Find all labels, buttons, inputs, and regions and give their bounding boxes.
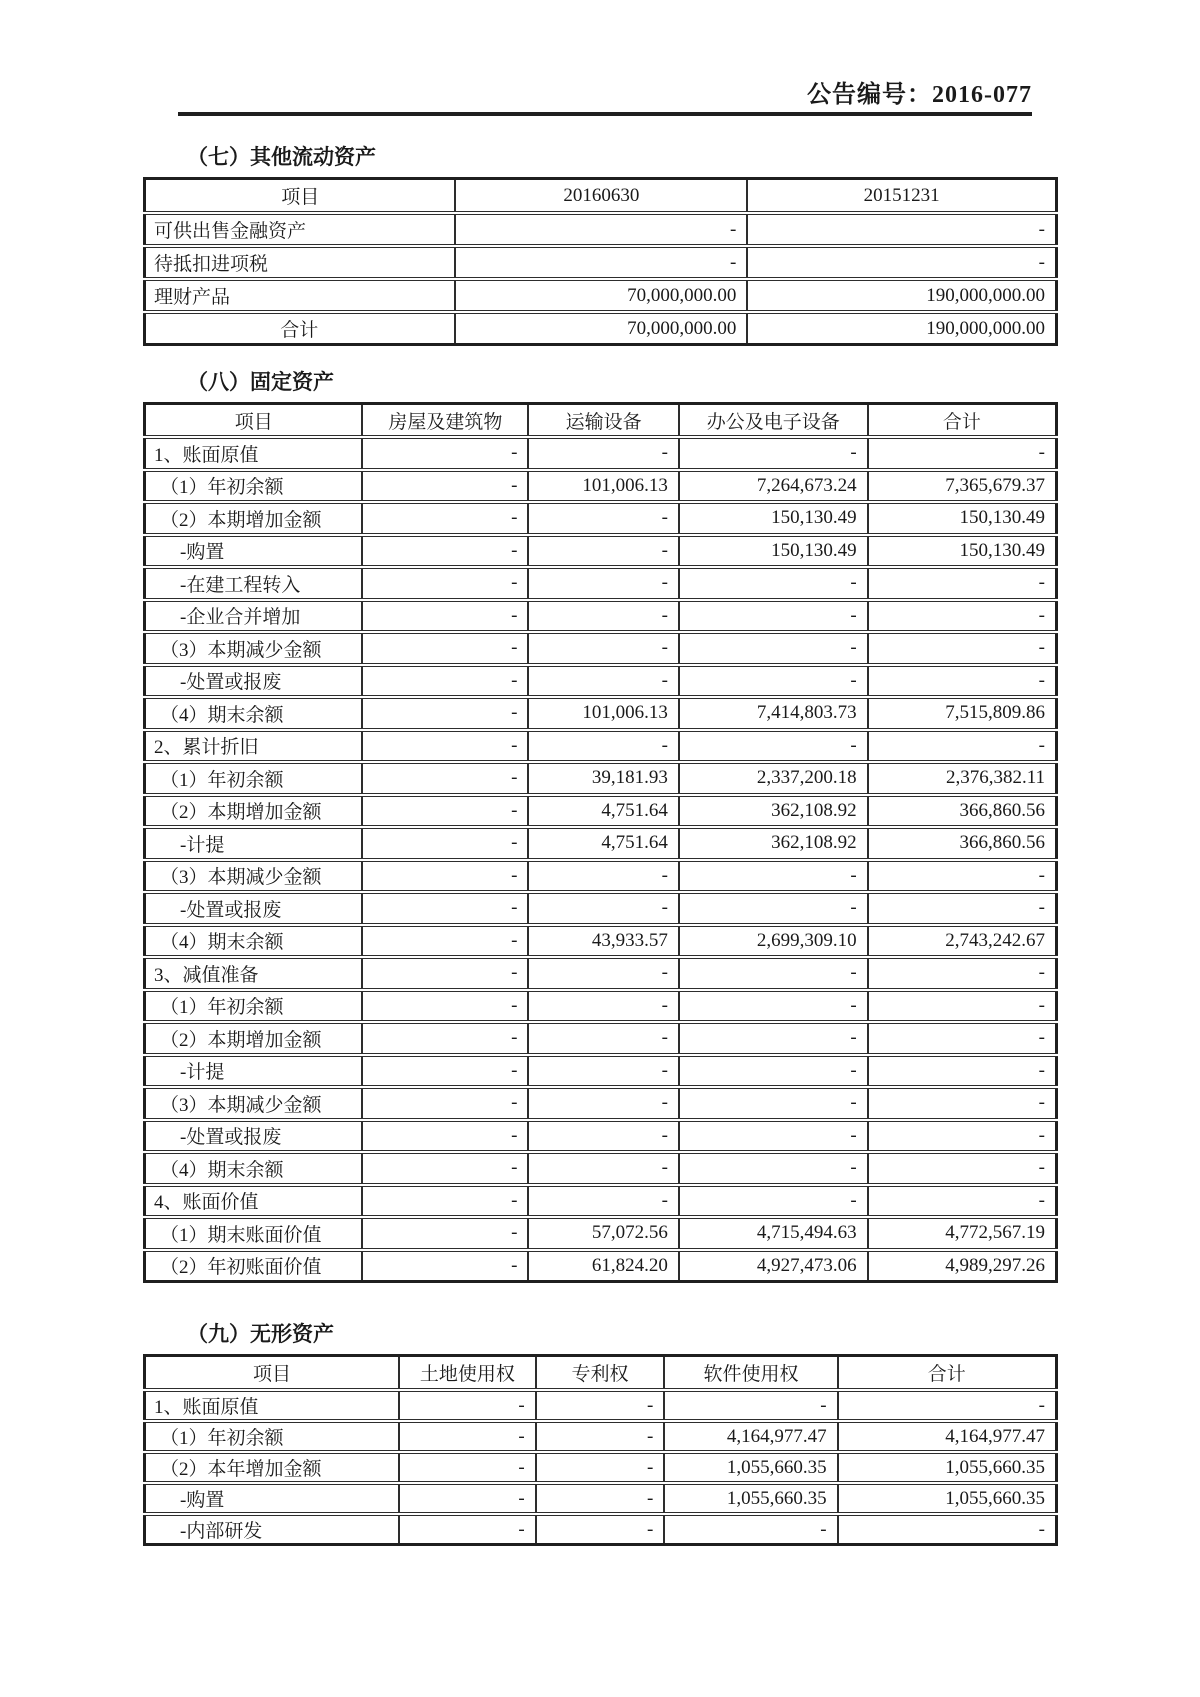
section-heading-fixed-assets: （八）固定资产: [187, 370, 334, 394]
value-cell: -: [679, 665, 868, 698]
value-cell: 4,751.64: [528, 795, 678, 828]
row-label-cell: （1）年初余额: [145, 470, 363, 503]
row-label-cell: -计提: [145, 1055, 363, 1088]
row-label-cell: 合计: [145, 312, 456, 345]
table-row: [145, 697, 1057, 730]
value-cell: 57,072.56: [528, 1217, 678, 1250]
intangible-assets-table: [143, 1354, 1058, 1546]
row-label-cell: （3）本期减少金额: [145, 632, 363, 665]
value-cell: -: [399, 1483, 536, 1514]
table-row: [145, 762, 1057, 795]
value-cell: 4,715,494.63: [679, 1217, 868, 1250]
value-cell: -: [455, 213, 747, 246]
table-row: [145, 632, 1057, 665]
value-cell: -: [747, 246, 1056, 279]
row-label-cell: （4）期末余额: [145, 697, 363, 730]
table-row: [145, 279, 1057, 312]
table-row: [145, 665, 1057, 698]
table-row: [145, 990, 1057, 1023]
value-cell: -: [536, 1514, 665, 1545]
row-label-cell: （2）本期增加金额: [145, 502, 363, 535]
value-cell: 1,055,660.35: [838, 1483, 1057, 1514]
value-cell: -: [679, 1087, 868, 1120]
column-header: 项目: [145, 179, 456, 214]
value-cell: -: [868, 632, 1057, 665]
value-cell: -: [362, 502, 528, 535]
value-cell: 366,860.56: [868, 795, 1057, 828]
value-cell: 1,055,660.35: [664, 1452, 837, 1483]
value-cell: 150,130.49: [679, 535, 868, 568]
value-cell: -: [528, 1055, 678, 1088]
value-cell: -: [362, 1022, 528, 1055]
table-row: [145, 312, 1057, 345]
value-cell: -: [362, 827, 528, 860]
table-row: [145, 795, 1057, 828]
row-label-cell: （3）本期减少金额: [145, 1087, 363, 1120]
value-cell: -: [399, 1390, 536, 1421]
other-current-assets-table: [143, 177, 1058, 346]
table-row: [145, 437, 1057, 470]
value-cell: -: [679, 990, 868, 1023]
value-cell: -: [868, 860, 1057, 893]
value-cell: -: [868, 1185, 1057, 1218]
header-row: [145, 179, 1057, 214]
table-row: [145, 1390, 1057, 1421]
column-header: 20151231: [747, 179, 1056, 214]
row-label-cell: 理财产品: [145, 279, 456, 312]
value-cell: -: [528, 957, 678, 990]
table-row: [145, 213, 1057, 246]
value-cell: -: [679, 600, 868, 633]
value-cell: -: [868, 892, 1057, 925]
value-cell: 150,130.49: [868, 535, 1057, 568]
row-label-cell: （4）期末余额: [145, 925, 363, 958]
value-cell: 4,989,297.26: [868, 1250, 1057, 1282]
value-cell: -: [868, 1120, 1057, 1153]
table-row: [145, 246, 1057, 279]
value-cell: -: [838, 1514, 1057, 1545]
table-row: [145, 925, 1057, 958]
table-row: [145, 470, 1057, 503]
value-cell: -: [868, 600, 1057, 633]
table-row: [145, 1217, 1057, 1250]
value-cell: -: [868, 567, 1057, 600]
column-header: 合计: [838, 1356, 1057, 1391]
value-cell: -: [536, 1483, 665, 1514]
table-row: [145, 1452, 1057, 1483]
row-label-cell: 3、减值准备: [145, 957, 363, 990]
value-cell: -: [679, 437, 868, 470]
value-cell: 101,006.13: [528, 697, 678, 730]
row-label-cell: （2）本期增加金额: [145, 1022, 363, 1055]
value-cell: 4,772,567.19: [868, 1217, 1057, 1250]
value-cell: -: [362, 795, 528, 828]
value-cell: -: [838, 1390, 1057, 1421]
value-cell: -: [362, 1152, 528, 1185]
value-cell: -: [362, 470, 528, 503]
row-label-cell: -处置或报废: [145, 665, 363, 698]
table-row: [145, 892, 1057, 925]
value-cell: 2,376,382.11: [868, 762, 1057, 795]
row-label-cell: -购置: [145, 535, 363, 568]
table-row: [145, 567, 1057, 600]
value-cell: -: [679, 632, 868, 665]
value-cell: -: [528, 437, 678, 470]
row-label-cell: （1）期末账面价值: [145, 1217, 363, 1250]
column-header: 土地使用权: [399, 1356, 536, 1391]
value-cell: -: [528, 502, 678, 535]
table-row: [145, 1483, 1057, 1514]
row-label-cell: -在建工程转入: [145, 567, 363, 600]
value-cell: -: [362, 860, 528, 893]
value-cell: -: [679, 1152, 868, 1185]
value-cell: -: [528, 665, 678, 698]
value-cell: -: [362, 600, 528, 633]
section-heading-intangible-assets: （九）无形资产: [187, 1322, 334, 1346]
value-cell: 190,000,000.00: [747, 312, 1056, 345]
table-row: [145, 1022, 1057, 1055]
column-header: 20160630: [455, 179, 747, 214]
value-cell: 7,264,673.24: [679, 470, 868, 503]
table-row: [145, 1152, 1057, 1185]
value-cell: 39,181.93: [528, 762, 678, 795]
row-label-cell: -处置或报废: [145, 1120, 363, 1153]
value-cell: -: [868, 1055, 1057, 1088]
value-cell: 150,130.49: [868, 502, 1057, 535]
value-cell: -: [399, 1421, 536, 1452]
value-cell: -: [679, 1185, 868, 1218]
value-cell: 2,743,242.67: [868, 925, 1057, 958]
row-label-cell: （1）年初余额: [145, 762, 363, 795]
value-cell: 150,130.49: [679, 502, 868, 535]
value-cell: -: [868, 1087, 1057, 1120]
value-cell: 1,055,660.35: [664, 1483, 837, 1514]
table-row: [145, 535, 1057, 568]
announcement-number: 公告编号：2016-077: [807, 82, 1032, 108]
table-row: [145, 860, 1057, 893]
value-cell: 4,164,977.47: [838, 1421, 1057, 1452]
column-header: 项目: [145, 1356, 399, 1391]
value-cell: -: [679, 957, 868, 990]
column-header: 项目: [145, 404, 363, 438]
value-cell: -: [362, 697, 528, 730]
value-cell: -: [664, 1514, 837, 1545]
value-cell: -: [747, 213, 1056, 246]
value-cell: -: [664, 1390, 837, 1421]
row-label-cell: （4）期末余额: [145, 1152, 363, 1185]
value-cell: -: [362, 990, 528, 1023]
value-cell: -: [528, 990, 678, 1023]
row-label-cell: -计提: [145, 827, 363, 860]
value-cell: 70,000,000.00: [455, 279, 747, 312]
value-cell: -: [362, 1087, 528, 1120]
value-cell: -: [362, 730, 528, 763]
value-cell: -: [679, 1120, 868, 1153]
value-cell: -: [528, 1022, 678, 1055]
value-cell: -: [362, 925, 528, 958]
column-header: 软件使用权: [664, 1356, 837, 1391]
table-row: [145, 827, 1057, 860]
value-cell: 70,000,000.00: [455, 312, 747, 345]
column-header: 运输设备: [528, 404, 678, 438]
table-row: [145, 1055, 1057, 1088]
value-cell: -: [868, 1022, 1057, 1055]
value-cell: 366,860.56: [868, 827, 1057, 860]
value-cell: -: [528, 860, 678, 893]
value-cell: -: [536, 1452, 665, 1483]
row-label-cell: 待抵扣进项税: [145, 246, 456, 279]
row-label-cell: 4、账面价值: [145, 1185, 363, 1218]
value-cell: 4,751.64: [528, 827, 678, 860]
header-row: [145, 404, 1057, 438]
value-cell: -: [362, 437, 528, 470]
value-cell: -: [679, 567, 868, 600]
row-label-cell: 1、账面原值: [145, 437, 363, 470]
value-cell: -: [679, 860, 868, 893]
value-cell: -: [528, 892, 678, 925]
row-label-cell: 1、账面原值: [145, 1390, 399, 1421]
value-cell: -: [528, 1120, 678, 1153]
header-rule: [178, 112, 1032, 116]
value-cell: -: [868, 437, 1057, 470]
row-label-cell: （3）本期减少金额: [145, 860, 363, 893]
column-header: 房屋及建筑物: [362, 404, 528, 438]
value-cell: -: [528, 730, 678, 763]
table-row: [145, 1087, 1057, 1120]
value-cell: -: [362, 1250, 528, 1282]
table-row: [145, 502, 1057, 535]
value-cell: 7,414,803.73: [679, 697, 868, 730]
row-label-cell: 可供出售金融资产: [145, 213, 456, 246]
value-cell: 190,000,000.00: [747, 279, 1056, 312]
value-cell: -: [528, 1087, 678, 1120]
value-cell: 1,055,660.35: [838, 1452, 1057, 1483]
value-cell: -: [528, 632, 678, 665]
value-cell: -: [362, 567, 528, 600]
value-cell: 101,006.13: [528, 470, 678, 503]
value-cell: -: [362, 1217, 528, 1250]
table-row: [145, 1250, 1057, 1282]
value-cell: 2,337,200.18: [679, 762, 868, 795]
table-row: [145, 1120, 1057, 1153]
value-cell: -: [528, 1152, 678, 1185]
value-cell: -: [868, 957, 1057, 990]
value-cell: 4,927,473.06: [679, 1250, 868, 1282]
value-cell: -: [679, 892, 868, 925]
column-header: 合计: [868, 404, 1057, 438]
value-cell: -: [528, 567, 678, 600]
row-label-cell: （2）本年增加金额: [145, 1452, 399, 1483]
value-cell: -: [679, 1022, 868, 1055]
value-cell: -: [679, 1055, 868, 1088]
value-cell: -: [362, 665, 528, 698]
value-cell: 362,108.92: [679, 795, 868, 828]
value-cell: -: [679, 730, 868, 763]
value-cell: 61,824.20: [528, 1250, 678, 1282]
row-label-cell: （2）本期增加金额: [145, 795, 363, 828]
column-header: 办公及电子设备: [679, 404, 868, 438]
value-cell: -: [362, 1055, 528, 1088]
value-cell: -: [455, 246, 747, 279]
value-cell: -: [362, 957, 528, 990]
row-label-cell: -购置: [145, 1483, 399, 1514]
table-row: [145, 1514, 1057, 1545]
value-cell: -: [868, 990, 1057, 1023]
row-label-cell: （1）年初余额: [145, 1421, 399, 1452]
header-row: [145, 1356, 1057, 1391]
column-header: 专利权: [536, 1356, 665, 1391]
value-cell: -: [868, 1152, 1057, 1185]
value-cell: -: [362, 892, 528, 925]
value-cell: -: [868, 665, 1057, 698]
value-cell: -: [868, 730, 1057, 763]
value-cell: -: [399, 1452, 536, 1483]
fixed-assets-table: [143, 402, 1058, 1283]
row-label-cell: -处置或报废: [145, 892, 363, 925]
value-cell: -: [362, 632, 528, 665]
table-row: [145, 957, 1057, 990]
value-cell: -: [399, 1514, 536, 1545]
table-row: [145, 730, 1057, 763]
table-row: [145, 1185, 1057, 1218]
row-label-cell: 2、累计折旧: [145, 730, 363, 763]
value-cell: -: [536, 1421, 665, 1452]
row-label-cell: （1）年初余额: [145, 990, 363, 1023]
value-cell: -: [362, 535, 528, 568]
row-label-cell: -内部研发: [145, 1514, 399, 1545]
value-cell: 4,164,977.47: [664, 1421, 837, 1452]
row-label-cell: -企业合并增加: [145, 600, 363, 633]
value-cell: 2,699,309.10: [679, 925, 868, 958]
value-cell: 362,108.92: [679, 827, 868, 860]
table-row: [145, 600, 1057, 633]
value-cell: 43,933.57: [528, 925, 678, 958]
section-heading-other-current-assets: （七）其他流动资产: [187, 145, 376, 169]
value-cell: -: [528, 1185, 678, 1218]
value-cell: 7,515,809.86: [868, 697, 1057, 730]
value-cell: -: [528, 600, 678, 633]
value-cell: -: [362, 762, 528, 795]
row-label-cell: （2）年初账面价值: [145, 1250, 363, 1282]
value-cell: -: [536, 1390, 665, 1421]
value-cell: -: [362, 1120, 528, 1153]
value-cell: -: [362, 1185, 528, 1218]
value-cell: -: [528, 535, 678, 568]
value-cell: 7,365,679.37: [868, 470, 1057, 503]
table-row: [145, 1421, 1057, 1452]
